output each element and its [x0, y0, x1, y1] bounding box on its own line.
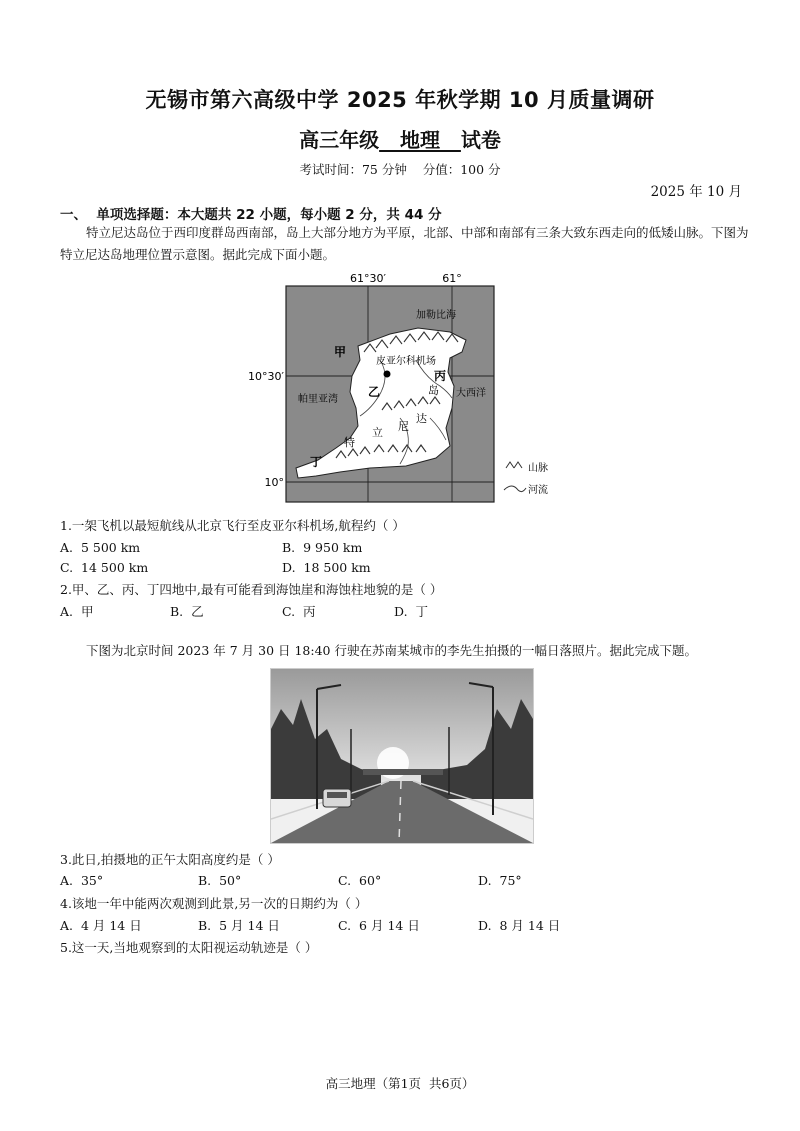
airport-dot	[384, 371, 391, 378]
legend-river-icon	[504, 486, 526, 492]
q1-option-b: B. 9 950 km	[282, 540, 363, 555]
question-1-stem: 1.一架飞机以最短航线从北京飞行至皮亚尔科机场,航程约（ ）	[60, 518, 405, 533]
island-char-2: 立	[372, 426, 383, 439]
paper-label: 试卷	[460, 128, 501, 152]
q2-option-b: B. 乙	[170, 604, 204, 619]
point-yi: 乙	[368, 385, 381, 399]
exam-meta: 考试时间：75 分钟 分值：100 分	[299, 162, 501, 177]
question-4-stem: 4.该地一年中能两次观测到此景,另一次的日期约为（ ）	[60, 896, 368, 911]
ocean-label: 大西洋	[456, 388, 486, 399]
section-heading: 一、 单项选择题：本大题共 22 小题，每小题 2 分，共 44 分	[60, 207, 442, 223]
question-2-stem: 2.甲、乙、丙、丁四地中,最有可能看到海蚀崖和海蚀柱地貌的是（ ）	[60, 582, 443, 597]
sunset-photo-svg	[271, 669, 533, 843]
q2-option-a: A. 甲	[60, 604, 94, 619]
point-jia: 甲	[334, 345, 347, 359]
distant-bridge	[363, 769, 443, 775]
island-char-1: 特	[344, 436, 355, 449]
q1-option-c: C. 14 500 km	[60, 560, 149, 575]
q3-option-c: C. 60°	[338, 873, 382, 888]
question-5-stem: 5.这一天,当地观察到的太阳视运动轨迹是（ ）	[60, 940, 318, 955]
island-char-3: 尼	[398, 420, 409, 433]
q1-option-a: A. 5 500 km	[60, 540, 141, 555]
intro-paragraph-1: 特立尼达岛位于西印度群岛西南部，岛上大部分地方为平原，北部、中部和南部有三条大致东西走向的低矮山脉。下图为特立尼达岛地理位置示意图。据此完成下面小题。	[60, 225, 749, 262]
map-svg	[240, 268, 560, 508]
island-char-4: 达	[416, 412, 427, 425]
page-footer: 高三地理（第1页 共6页）	[325, 1076, 475, 1091]
q3-option-a: A. 35°	[60, 873, 104, 888]
gulf-label: 帕里亚湾	[298, 394, 338, 405]
legend-river-label: 河流	[528, 485, 548, 496]
q4-option-d: D. 8 月 14 日	[478, 918, 561, 933]
point-bing: 丙	[434, 369, 447, 383]
legend-mountain-icon	[506, 462, 522, 468]
q1-option-d: D. 18 500 km	[282, 560, 371, 575]
q3-option-b: B. 50°	[198, 873, 242, 888]
q4-option-a: A. 4 月 14 日	[60, 918, 142, 933]
page-subtitle	[0, 124, 800, 153]
q2-option-d: D. 丁	[394, 604, 428, 619]
q4-option-b: B. 5 月 14 日	[198, 918, 280, 933]
lon-label-1: 61°30′	[350, 272, 386, 285]
subject-label: 地理	[400, 128, 440, 152]
q4-option-c: C. 6 月 14 日	[338, 918, 420, 933]
q2-option-c: C. 丙	[282, 604, 316, 619]
page-title: 无锡市第六高级中学 2025 年秋学期 10 月质量调研	[145, 88, 655, 112]
lon-label-2: 61°	[442, 272, 462, 285]
sunset-photo	[270, 668, 534, 844]
grade-label: 高三年级	[299, 128, 380, 152]
point-ding: 丁	[310, 455, 323, 469]
question-3-stem: 3.此日,拍摄地的正午太阳高度约是（ ）	[60, 852, 280, 867]
island-char-5: 岛	[428, 384, 439, 397]
lat-label-2: 10°	[264, 476, 284, 489]
legend-mountain-label: 山脉	[528, 463, 548, 474]
exam-date: 2025 年 10 月	[650, 184, 742, 200]
trinidad-map	[240, 268, 560, 508]
airport-label: 皮亚尔科机场	[376, 356, 436, 367]
lat-label-1: 10°30′	[248, 370, 284, 383]
q3-option-d: D. 75°	[478, 873, 522, 888]
sea-north-label: 加勒比海	[416, 310, 456, 321]
intro-paragraph-2: 下图为北京时间 2023 年 7 月 30 日 18:40 行驶在苏南某城市的李先生拍摄的一幅日落照片。据此完成下题。	[86, 643, 697, 658]
